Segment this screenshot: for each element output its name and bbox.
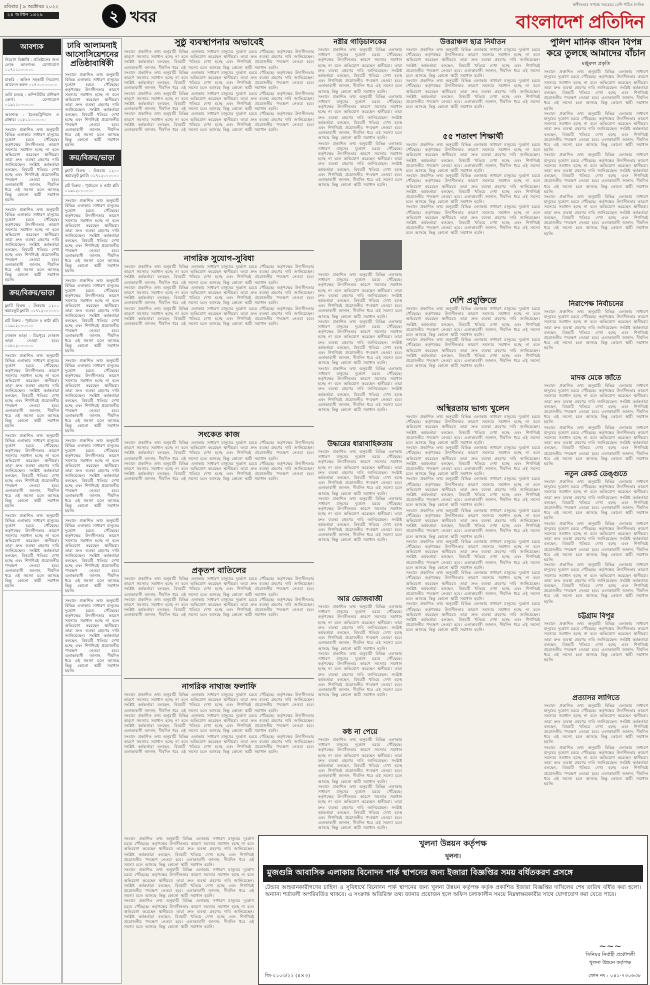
tender-notice bbox=[258, 835, 648, 985]
article-body: সংবাদে প্রকাশিত তথ্য অনুযায়ী বিভিন্ন এলাকায় সাধারণ মানুষের দুর্ভোগ চরমে পৌঁছেছে। কর্তৃপক্ষের উদাসীনতার কারণে সমস্যার সমাধান হচ্ছে না বলে অভিযোগ করেছেন স্থানীয়রা। তারা দ্রুত ব্যবস্থা গ্রহণের দাবি জানিয়েছেন। সংশ্লিষ্ট কর্মকর্তারা বলছেন, বিষয়টি খতিয়ে দেখা হচ্ছে এবং শিগগিরই প্রয়োজনীয় পদক্ষেপ নেওয়া হবে। এলাকাবাসী জানান, দীর্ঘদিন ধরে এই সমস্যা চলে আসছে কিন্তু কোনো স্থায়ী সমাধান হয়নি। bbox=[124, 867, 254, 899]
article-body: সংবাদে প্রকাশিত তথ্য অনুযায়ী বিভিন্ন এলাকায় সাধারণ মানুষের দুর্ভোগ চরমে পৌঁছেছে। কর্তৃপক্ষের উদাসীনতার কারণে সমস্যার সমাধান হচ্ছে না বলে অভিযোগ করেছেন স্থানীয়রা। তারা দ্রুত ব্যবস্থা গ্রহণের দাবি জানিয়েছেন। সংশ্লিষ্ট কর্মকর্তারা বলছেন, বিষয়টি খতিয়ে দেখা হচ্ছে এবং শিগগিরই প্রয়োজনীয় পদক্ষেপ নেওয়া হবে। এলাকাবাসী জানান, দীর্ঘদিন ধরে এই সমস্যা চলে আসছে কিন্তু কোনো স্থায়ী সমাধান হয়নি। bbox=[318, 93, 402, 141]
notice-phone: ফোন নং : ০৪১-৭৩০৬৩৮ bbox=[588, 973, 641, 979]
news-photo bbox=[360, 240, 402, 270]
article-body: সংবাদে প্রকাশিত তথ্য অনুযায়ী বিভিন্ন এলাকায় সাধারণ মানুষের দুর্ভোগ চরমে পৌঁছেছে। কর্তৃপক্ষের উদাসীনতার কারণে সমস্যার সমাধান হচ্ছে না বলে অভিযোগ করেছেন স্থানীয়রা। তারা দ্রুত ব্যবস্থা গ্রহণের দাবি জানিয়েছেন। সংশ্লিষ্ট কর্মকর্তারা বলছেন, বিষয়টি খতিয়ে দেখা হচ্ছে এবং শিগগিরই প্রয়োজনীয় পদক্ষেপ নেওয়া হবে। এলাকাবাসী জানান, দীর্ঘদিন ধরে এই সমস্যা চলে আসছে কিন্তু কোনো স্থায়ী সমাধান হয়নি। bbox=[406, 601, 540, 633]
classified-filler: সংবাদে প্রকাশিত তথ্য অনুযায়ী বিভিন্ন এলাকায় সাধারণ মানুষের দুর্ভোগ চরমে পৌঁছেছে। কর্তৃপক্ষের উদাসীনতার কারণে সমস্যার সমাধান হচ্ছে না বলে অভিযোগ করেছেন স্থানীয়রা। তারা দ্রুত ব্যবস্থা গ্রহণের দাবি জানিয়েছেন। সংশ্লিষ্ট কর্মকর্তারা বলছেন, বিষয়টি খতিয়ে দেখা হচ্ছে এবং শিগগিরই প্রয়োজনীয় পদক্ষেপ নেওয়া হবে। এলাকাবাসী জানান, দীর্ঘদিন ধরে এই সমস্যা চলে আসছে কিন্তু কোনো স্থায়ী সমাধান হয়নি। bbox=[63, 196, 121, 276]
article-title: নাগরিক সুযোগ-সুবিধা bbox=[183, 254, 255, 263]
classified-column-1 bbox=[2, 38, 62, 984]
notice-body: টেন্ডার আহবানকারীগণের চাহিদা ও সুবিধার্থে বিনোদন পার্ক স্থাপনের জন্য খুলনা উন্নয়ন কর্তৃপক্ষ কর্তৃক প্রকাশিত ইজারা বিজ্ঞপ্তির দাখিলের শেষ তারিখ বর্ধিত করা হলো। অন্যান্য শর্তাবলী অপরিবর্তিত থাকবে। এ সংক্রান্ত অতিরিক্ত তথ্য জানার প্রয়োজন হলে অফিস চলাকালীন সময়ে নিম্নস্বাক্ষরকারীর সাথে যোগাযোগ করা যেতে পারে। bbox=[265, 885, 641, 898]
sale-title: ক্রয়/বিক্রয়/ভাড়া bbox=[63, 150, 121, 166]
article-body: সংবাদে প্রকাশিত তথ্য অনুযায়ী বিভিন্ন এলাকায় সাধারণ মানুষের দুর্ভোগ চরমে পৌঁছেছে। কর্তৃপক্ষের উদাসীনতার কারণে সমস্যার সমাধান হচ্ছে না বলে অভিযোগ করেছেন স্থানীয়রা। তারা দ্রুত ব্যবস্থা গ্রহণের দাবি জানিয়েছেন। সংশ্লিষ্ট কর্মকর্তারা বলছেন, বিষয়টি খতিয়ে দেখা হচ্ছে এবং শিগগিরই প্রয়োজনীয় পদক্ষেপ নেওয়া হবে। এলাকাবাসী জানান, দীর্ঘদিন ধরে এই সমস্যা চলে আসছে কিন্তু কোনো স্থায়ী সমাধান হয়নি। bbox=[544, 520, 648, 563]
sale-item: প্লট বিক্রয় : পূর্বাচলে ৫ কাঠা প্লট। ০১৯১২০০০০০০ bbox=[3, 316, 61, 331]
article-body: সংবাদে প্রকাশিত তথ্য অনুযায়ী বিভিন্ন এলাকায় সাধারণ মানুষের দুর্ভোগ চরমে পৌঁছেছে। কর্তৃপক্ষের উদাসীনতার কারণে সমস্যার সমাধান হচ্ছে না বলে অভিযোগ করেছেন স্থানীয়রা। তারা দ্রুত ব্যবস্থা গ্রহণের দাবি জানিয়েছেন। সংশ্লিষ্ট কর্মকর্তারা বলছেন, বিষয়টি খতিয়ে দেখা হচ্ছে এবং শিগগিরই প্রয়োজনীয় পদক্ষেপ নেওয়া হবে। এলাকাবাসী জানান, দীর্ঘদিন ধরে এই সমস্যা চলে আসছে কিন্তু কোনো স্থায়ী সমাধান হয়নি। bbox=[544, 383, 648, 425]
classified-filler: সংবাদে প্রকাশিত তথ্য অনুযায়ী বিভিন্ন এলাকায় সাধারণ মানুষের দুর্ভোগ চরমে পৌঁছেছে। কর্তৃপক্ষের উদাসীনতার কারণে সমস্যার সমাধান হচ্ছে না বলে অভিযোগ করেছেন স্থানীয়রা। তারা দ্রুত ব্যবস্থা গ্রহণের দাবি জানিয়েছেন। সংশ্লিষ্ট কর্মকর্তারা বলছেন, বিষয়টি খতিয়ে দেখা হচ্ছে এবং শিগগিরই প্রয়োজনীয় পদক্ষেপ নেওয়া হবে। এলাকাবাসী জানান, দীর্ঘদিন ধরে এই সমস্যা চলে আসছে কিন্তু কোনো স্থায়ী সমাধান হয়নি। bbox=[63, 436, 121, 516]
article-body: সংবাদে প্রকাশিত তথ্য অনুযায়ী বিভিন্ন এলাকায় সাধারণ মানুষের দুর্ভোগ চরমে পৌঁছেছে। কর্তৃপক্ষের উদাসীনতার কারণে সমস্যার সমাধান হচ্ছে না বলে অভিযোগ করেছেন স্থানীয়রা। তারা দ্রুত ব্যবস্থা গ্রহণের দাবি জানিয়েছেন। সংশ্লিষ্ট কর্মকর্তারা বলছেন, বিষয়টি খতিয়ে দেখা হচ্ছে এবং শিগগিরই প্রয়োজনীয় পদক্ষেপ নেওয়া হবে। এলাকাবাসী জানান, দীর্ঘদিন ধরে এই সমস্যা চলে আসছে কিন্তু কোনো স্থায়ী সমাধান হয়নি। bbox=[406, 47, 540, 79]
article-block-4 bbox=[124, 566, 314, 676]
section-title: খবর bbox=[130, 8, 157, 26]
article-block-15 bbox=[544, 38, 648, 298]
article-body: সংবাদে প্রকাশিত তথ্য অনুযায়ী বিভিন্ন এলাকায় সাধারণ মানুষের দুর্ভোগ চরমে পৌঁছেছে। কর্তৃপক্ষের উদাসীনতার কারণে সমস্যার সমাধান হচ্ছে না বলে অভিযোগ করেছেন স্থানীয়রা। তারা দ্রুত ব্যবস্থা গ্রহণের দাবি জানিয়েছেন। সংশ্লিষ্ট কর্মকর্তারা বলছেন, বিষয়টি খতিয়ে দেখা হচ্ছে এবং শিগগিরই প্রয়োজনীয় পদক্ষেপ নেওয়া হবে। এলাকাবাসী জানান, দীর্ঘদিন ধরে এই সমস্যা চলে আসছে কিন্তু কোনো স্থায়ী সমাধান হয়নি। bbox=[544, 424, 648, 466]
classified-column-2 bbox=[62, 38, 122, 984]
article-body: সংবাদে প্রকাশিত তথ্য অনুযায়ী বিভিন্ন এলাকায় সাধারণ মানুষের দুর্ভোগ চরমে পৌঁছেছে। কর্তৃপক্ষের উদাসীনতার কারণে সমস্যার সমাধান হচ্ছে না বলে অভিযোগ করেছেন স্থানীয়রা। তারা দ্রুত ব্যবস্থা গ্রহণের দাবি জানিয়েছেন। সংশ্লিষ্ট কর্মকর্তারা বলছেন, বিষয়টি খতিয়ে দেখা হচ্ছে এবং শিগগিরই প্রয়োজনীয় পদক্ষেপ নেওয়া হবে। এলাকাবাসী জানান, দীর্ঘদিন ধরে এই সমস্যা চলে আসছে কিন্তু কোনো স্থায়ী সমাধান হয়নি। bbox=[124, 733, 314, 755]
notice-subject: মুজগুন্নি আবাসিক এলাকায় বিনোদন পার্ক স্থাপনের জন্য ইজারা বিজ্ঞপ্তির সময় বর্ধিতকরণ প্রসঙ্গে bbox=[263, 865, 643, 882]
sale-title: ক্রয়/বিক্রয়/ভাড়া bbox=[3, 285, 61, 301]
newspaper-logo: বাংলাদেশ প্রতিদিন bbox=[515, 12, 644, 33]
article-body: সংবাদে প্রকাশিত তথ্য অনুযায়ী বিভিন্ন এলাকায় সাধারণ মানুষের দুর্ভোগ চরমে পৌঁছেছে। কর্তৃপক্ষের উদাসীনতার কারণে সমস্যার সমাধান হচ্ছে না বলে অভিযোগ করেছেন স্থানীয়রা। তারা দ্রুত ব্যবস্থা গ্রহণের দাবি জানিয়েছেন। সংশ্লিষ্ট কর্মকর্তারা বলছেন, বিষয়টি খতিয়ে দেখা হচ্ছে এবং শিগগিরই প্রয়োজনীয় পদক্ষেপ নেওয়া হবে। এলাকাবাসী জানান, দীর্ঘদিন ধরে এই সমস্যা চলে আসছে কিন্তু কোনো স্থায়ী সমাধান হয়নি। bbox=[318, 449, 402, 496]
article-body: সংবাদে প্রকাশিত তথ্য অনুযায়ী বিভিন্ন এলাকায় সাধারণ মানুষের দুর্ভোগ চরমে পৌঁছেছে। কর্তৃপক্ষের উদাসীনতার কারণে সমস্যার সমাধান হচ্ছে না বলে অভিযোগ করেছেন স্থানীয়রা। তারা দ্রুত ব্যবস্থা গ্রহণের দাবি জানিয়েছেন। সংশ্লিষ্ট কর্মকর্তারা বলছেন, বিষয়টি খতিয়ে দেখা হচ্ছে এবং শিগগিরই প্রয়োজনীয় পদক্ষেপ নেওয়া হবে। এলাকাবাসী জানান, দীর্ঘদিন ধরে এই সমস্যা চলে আসছে কিন্তু কোনো স্থায়ী সমাধান হয়নি। bbox=[544, 152, 648, 194]
article-body: সংবাদে প্রকাশিত তথ্য অনুযায়ী বিভিন্ন এলাকায় সাধারণ মানুষের দুর্ভোগ চরমে পৌঁছেছে। কর্তৃপক্ষের উদাসীনতার কারণে সমস্যার সমাধান হচ্ছে না বলে অভিযোগ করেছেন স্থানীয়রা। তারা দ্রুত ব্যবস্থা গ্রহণের দাবি জানিয়েছেন। সংশ্লিষ্ট কর্মকর্তারা বলছেন, বিষয়টি খতিয়ে দেখা হচ্ছে এবং শিগগিরই প্রয়োজনীয় পদক্ষেপ নেওয়া হবে। এলাকাবাসী জানান, দীর্ঘদিন ধরে এই সমস্যা চলে আসছে কিন্তু কোনো স্থায়ী সমাধান হয়নি। bbox=[124, 305, 314, 327]
classified-title: আবশ্যক bbox=[3, 39, 61, 55]
article-body: সংবাদে প্রকাশিত তথ্য অনুযায়ী বিভিন্ন এলাকায় সাধারণ মানুষের দুর্ভোগ চরমে পৌঁছেছে। কর্তৃপক্ষের উদাসীনতার কারণে সমস্যার সমাধান হচ্ছে না বলে অভিযোগ করেছেন স্থানীয়রা। তারা দ্রুত ব্যবস্থা গ্রহণের দাবি জানিয়েছেন। সংশ্লিষ্ট কর্মকর্তারা বলছেন, বিষয়টি খতিয়ে দেখা হচ্ছে এবং শিগগিরই প্রয়োজনীয় পদক্ষেপ নেওয়া হবে। এলাকাবাসী জানান, দীর্ঘদিন ধরে এই সমস্যা চলে আসছে কিন্তু কোনো স্থায়ী সমাধান হয়নি। bbox=[544, 562, 648, 604]
article-body: সংবাদে প্রকাশিত তথ্য অনুযায়ী বিভিন্ন এলাকায় সাধারণ মানুষের দুর্ভোগ চরমে পৌঁছেছে। কর্তৃপক্ষের উদাসীনতার কারণে সমস্যার সমাধান হচ্ছে না বলে অভিযোগ করেছেন স্থানীয়রা। তারা দ্রুত ব্যবস্থা গ্রহণের দাবি জানিয়েছেন। সংশ্লিষ্ট কর্মকর্তারা বলছেন, বিষয়টি খতিয়ে দেখা হচ্ছে এবং শিগগিরই প্রয়োজনীয় পদক্ষেপ নেওয়া হবে। এলাকাবাসী জানান, দীর্ঘদিন ধরে এই সমস্যা চলে আসছে কিন্তু কোনো স্থায়ী সমাধান হয়নি। bbox=[406, 78, 540, 110]
classified-filler: সংবাদে প্রকাশিত তথ্য অনুযায়ী বিভিন্ন এলাকায় সাধারণ মানুষের দুর্ভোগ চরমে পৌঁছেছে। কর্তৃপক্ষের উদাসীনতার কারণে সমস্যার সমাধান হচ্ছে না বলে অভিযোগ করেছেন স্থানীয়রা। তারা দ্রুত ব্যবস্থা গ্রহণের দাবি জানিয়েছেন। সংশ্লিষ্ট কর্মকর্তারা বলছেন, বিষয়টি খতিয়ে দেখা হচ্ছে এবং শিগগিরই প্রয়োজনীয় পদক্ষেপ নেওয়া হবে। এলাকাবাসী জানান, দীর্ঘদিন ধরে এই সমস্যা চলে আসছে কিন্তু কোনো স্থায়ী সমাধান হয়নি। bbox=[63, 516, 121, 596]
classified-filler: সংবাদে প্রকাশিত তথ্য অনুযায়ী বিভিন্ন এলাকায় সাধারণ মানুষের দুর্ভোগ চরমে পৌঁছেছে। কর্তৃপক্ষের উদাসীনতার কারণে সমস্যার সমাধান হচ্ছে না বলে অভিযোগ করেছেন স্থানীয়রা। তারা দ্রুত ব্যবস্থা গ্রহণের দাবি জানিয়েছেন। সংশ্লিষ্ট কর্মকর্তারা বলছেন, বিষয়টি খতিয়ে দেখা হচ্ছে এবং শিগগিরই প্রয়োজনীয় পদক্ষেপ নেওয়া হবে। এলাকাবাসী জানান, দীর্ঘদিন ধরে এই সমস্যা চলে আসছে কিন্তু কোনো স্থায়ী সমাধান হয়নি। bbox=[63, 596, 121, 676]
article-title: উত্তরাঞ্চল ছাত্র নির্যাতন bbox=[440, 38, 506, 46]
article-body: সংবাদে প্রকাশিত তথ্য অনুযায়ী বিভিন্ন এলাকায় সাধারণ মানুষের দুর্ভোগ চরমে পৌঁছেছে। কর্তৃপক্ষের উদাসীনতার কারণে সমস্যার সমাধান হচ্ছে না বলে অভিযোগ করেছেন স্থানীয়রা। তারা দ্রুত ব্যবস্থা গ্রহণের দাবি জানিয়েছেন। সংশ্লিষ্ট কর্মকর্তারা বলছেন, বিষয়টি খতিয়ে দেখা হচ্ছে এবং শিগগিরই প্রয়োজনীয় পদক্ষেপ নেওয়া হবে। এলাকাবাসী জানান, দীর্ঘদিন ধরে এই সমস্যা চলে আসছে কিন্তু কোনো স্থায়ী সমাধান হয়নি। bbox=[406, 142, 540, 174]
notice-org: খুলনা উন্নয়ন কর্তৃপক্ষ bbox=[419, 839, 487, 848]
article-body: সংবাদে প্রকাশিত তথ্য অনুযায়ী বিভিন্ন এলাকায় সাধারণ মানুষের দুর্ভোগ চরমে পৌঁছেছে। কর্তৃপক্ষের উদাসীনতার কারণে সমস্যার সমাধান হচ্ছে না বলে অভিযোগ করেছেন স্থানীয়রা। তারা দ্রুত ব্যবস্থা গ্রহণের দাবি জানিয়েছেন। সংশ্লিষ্ট কর্মকর্তারা বলছেন, বিষয়টি খতিয়ে দেখা হচ্ছে এবং শিগগিরই প্রয়োজনীয় পদক্ষেপ নেওয়া হবে। এলাকাবাসী জানান, দীর্ঘদিন ধরে এই সমস্যা চলে আসছে কিন্তু কোনো স্থায়ী সমাধান হয়নি। bbox=[544, 309, 648, 351]
article-body: সংবাদে প্রকাশিত তথ্য অনুযায়ী বিভিন্ন এলাকায় সাধারণ মানুষের দুর্ভোগ চরমে পৌঁছেছে। কর্তৃপক্ষের উদাসীনতার কারণে সমস্যার সমাধান হচ্ছে না বলে অভিযোগ করেছেন স্থানীয়রা। তারা দ্রুত ব্যবস্থা গ্রহণের দাবি জানিয়েছেন। সংশ্লিষ্ট কর্মকর্তারা বলছেন, বিষয়টি খতিয়ে দেখা হচ্ছে এবং শিগগিরই প্রয়োজনীয় পদক্ষেপ নেওয়া হবে। এলাকাবাসী জানান, দীর্ঘদিন ধরে এই সমস্যা চলে আসছে কিন্তু কোনো স্থায়ী সমাধান হয়নি। bbox=[406, 337, 540, 369]
article-title: আর ভোজবাজী bbox=[337, 595, 383, 603]
classified-filler: সংবাদে প্রকাশিত তথ্য অনুযায়ী বিভিন্ন এলাকায় সাধারণ মানুষের দুর্ভোগ চরমে পৌঁছেছে। কর্তৃপক্ষের উদাসীনতার কারণে সমস্যার সমাধান হচ্ছে না বলে অভিযোগ করেছেন স্থানীয়রা। তারা দ্রুত ব্যবস্থা গ্রহণের দাবি জানিয়েছেন। সংশ্লিষ্ট কর্মকর্তারা বলছেন, বিষয়টি খতিয়ে দেখা হচ্ছে এবং শিগগিরই প্রয়োজনীয় পদক্ষেপ নেওয়া হবে। এলাকাবাসী জানান, দীর্ঘদিন ধরে এই সমস্যা চলে আসছে কিন্তু কোনো স্থায়ী সমাধান হয়নি। bbox=[63, 356, 121, 436]
classified-filler: সংবাদে প্রকাশিত তথ্য অনুযায়ী বিভিন্ন এলাকায় সাধারণ মানুষের দুর্ভোগ চরমে পৌঁছেছে। কর্তৃপক্ষের উদাসীনতার কারণে সমস্যার সমাধান হচ্ছে না বলে অভিযোগ করেছেন স্থানীয়রা। তারা দ্রুত ব্যবস্থা গ্রহণের দাবি জানিয়েছেন। সংশ্লিষ্ট কর্মকর্তারা বলছেন, বিষয়টি খতিয়ে দেখা হচ্ছে এবং শিগগিরই প্রয়োজনীয় পদক্ষেপ নেওয়া হবে। এলাকাবাসী জানান, দীর্ঘদিন ধরে এই সমস্যা চলে আসছে কিন্তু কোনো স্থায়ী সমাধান হয়নি। bbox=[3, 511, 61, 591]
classified-item: চাকরি : অফিস সহকারী নিয়োগ। আবেদন করুন ০১৭০০০০০০০০ bbox=[3, 75, 61, 90]
dateline bbox=[4, 4, 59, 19]
notice-code: জি-২১০৩/২২ (৪×৩) bbox=[265, 973, 310, 979]
article-body: সংবাদে প্রকাশিত তথ্য অনুযায়ী বিভিন্ন এলাকায় সাধারণ মানুষের দুর্ভোগ চরমে পৌঁছেছে। কর্তৃপক্ষের উদাসীনতার কারণে সমস্যার সমাধান হচ্ছে না বলে অভিযোগ করেছেন স্থানীয়রা। তারা দ্রুত ব্যবস্থা গ্রহণের দাবি জানিয়েছেন। সংশ্লিষ্ট কর্মকর্তারা বলছেন, বিষয়টি খতিয়ে দেখা হচ্ছে এবং শিগগিরই প্রয়োজনীয় পদক্ষেপ নেওয়া হবে। এলাকাবাসী জানান, দীর্ঘদিন ধরে এই সমস্যা চলে আসছে কিন্তু কোনো স্থায়ী সমাধান হয়নি। bbox=[124, 90, 314, 112]
classified-filler: সংবাদে প্রকাশিত তথ্য অনুযায়ী বিভিন্ন এলাকায় সাধারণ মানুষের দুর্ভোগ চরমে পৌঁছেছে। কর্তৃপক্ষের উদাসীনতার কারণে সমস্যার সমাধান হচ্ছে না বলে অভিযোগ করেছেন স্থানীয়রা। তারা দ্রুত ব্যবস্থা গ্রহণের দাবি জানিয়েছেন। সংশ্লিষ্ট কর্মকর্তারা বলছেন, বিষয়টি খতিয়ে দেখা হচ্ছে এবং শিগগিরই প্রয়োজনীয় পদক্ষেপ নেওয়া হবে। এলাকাবাসী জানান, দীর্ঘদিন ধরে এই সমস্যা চলে আসছে কিন্তু কোনো স্থায়ী সমাধান হয়নি। bbox=[3, 351, 61, 431]
byline: মঞ্জুরুল প্রকৃতি bbox=[581, 61, 611, 67]
article-block-18 bbox=[544, 470, 648, 608]
article-title: নিরাপেক্ষ নির্বাচনের bbox=[568, 300, 624, 308]
article-body: সংবাদে প্রকাশিত তথ্য অনুযায়ী বিভিন্ন এলাকায় সাধারণ মানুষের দুর্ভোগ চরমে পৌঁছেছে। কর্তৃপক্ষের উদাসীনতার কারণে সমস্যার সমাধান হচ্ছে না বলে অভিযোগ করেছেন স্থানীয়রা। তারা দ্রুত ব্যবস্থা গ্রহণের দাবি জানিয়েছেন। সংশ্লিষ্ট কর্মকর্তারা বলছেন, বিষয়টি খতিয়ে দেখা হচ্ছে এবং শিগগিরই প্রয়োজনীয় পদক্ষেপ নেওয়া হবে। এলাকাবাসী জানান, দীর্ঘদিন ধরে এই সমস্যা চলে আসছে কিন্তু কোনো স্থায়ী সমাধান হয়নি। bbox=[406, 476, 540, 508]
article-body: সংবাদে প্রকাশিত তথ্য অনুযায়ী বিভিন্ন এলাকায় সাধারণ মানুষের দুর্ভোগ চরমে পৌঁছেছে। কর্তৃপক্ষের উদাসীনতার কারণে সমস্যার সমাধান হচ্ছে না বলে অভিযোগ করেছেন স্থানীয়রা। তারা দ্রুত ব্যবস্থা গ্রহণের দাবি জানিয়েছেন। সংশ্লিষ্ট কর্মকর্তারা বলছেন, বিষয়টি খতিয়ে দেখা হচ্ছে এবং শিগগিরই প্রয়োজনীয় পদক্ষেপ নেওয়া হবে। এলাকাবাসী জানান, দীর্ঘদিন ধরে এই সমস্যা চলে আসছে কিন্তু কোনো স্থায়ী সমাধান হয়নি। bbox=[544, 479, 648, 521]
article-body: সংবাদে প্রকাশিত তথ্য অনুযায়ী বিভিন্ন এলাকায় সাধারণ মানুষের দুর্ভোগ চরমে পৌঁছেছে। কর্তৃপক্ষের উদাসীনতার কারণে সমস্যার সমাধান হচ্ছে না বলে অভিযোগ করেছেন স্থানীয়রা। তারা দ্রুত ব্যবস্থা গ্রহণের দাবি জানিয়েছেন। সংশ্লিষ্ট কর্মকর্তারা বলছেন, বিষয়টি খতিয়ে দেখা হচ্ছে এবং শিগগিরই প্রয়োজনীয় পদক্ষেপ নেওয়া হবে। এলাকাবাসী জানান, দীর্ঘদিন ধরে এই সমস্যা চলে আসছে কিন্তু কোনো স্থায়ী সমাধান হয়নি। bbox=[544, 194, 648, 236]
article-body: সংবাদে প্রকাশিত তথ্য অনুযায়ী বিভিন্ন এলাকায় সাধারণ মানুষের দুর্ভোগ চরমে পৌঁছেছে। কর্তৃপক্ষের উদাসীনতার কারণে সমস্যার সমাধান হচ্ছে না বলে অভিযোগ করেছেন স্থানীয়রা। তারা দ্রুত ব্যবস্থা গ্রহণের দাবি জানিয়েছেন। সংশ্লিষ্ট কর্মকর্তারা বলছেন, বিষয়টি খতিয়ে দেখা হচ্ছে এবং শিগগিরই প্রয়োজনীয় পদক্ষেপ নেওয়া হবে। এলাকাবাসী জানান, দীর্ঘদিন ধরে এই সমস্যা চলে আসছে কিন্তু কোনো স্থায়ী সমাধান হয়নি। bbox=[406, 204, 540, 236]
article-body: সংবাদে প্রকাশিত তথ্য অনুযায়ী বিভিন্ন এলাকায় সাধারণ মানুষের দুর্ভোগ চরমে পৌঁছেছে। কর্তৃপক্ষের উদাসীনতার কারণে সমস্যার সমাধান হচ্ছে না বলে অভিযোগ করেছেন স্থানীয়রা। তারা দ্রুত ব্যবস্থা গ্রহণের দাবি জানিয়েছেন। সংশ্লিষ্ট কর্মকর্তারা বলছেন, বিষয়টি খতিয়ে দেখা হচ্ছে এবং শিগগিরই প্রয়োজনীয় পদক্ষেপ নেওয়া হবে। এলাকাবাসী জানান, দীর্ঘদিন ধরে এই সমস্যা চলে আসছে কিন্তু কোনো স্থায়ী সমাধান হয়নি। bbox=[318, 737, 402, 784]
article-body: সংবাদে প্রকাশিত তথ্য অনুযায়ী বিভিন্ন এলাকায় সাধারণ মানুষের দুর্ভোগ চরমে পৌঁছেছে। কর্তৃপক্ষের উদাসীনতার কারণে সমস্যার সমাধান হচ্ছে না বলে অভিযোগ করেছেন স্থানীয়রা। তারা দ্রুত ব্যবস্থা গ্রহণের দাবি জানিয়েছেন। সংশ্লিষ্ট কর্মকর্তারা বলছেন, বিষয়টি খতিয়ে দেখা হচ্ছে এবং শিগগিরই প্রয়োজনীয় পদক্ষেপ নেওয়া হবে। এলাকাবাসী জানান, দীর্ঘদিন ধরে এই সমস্যা চলে আসছে কিন্তু কোনো স্থায়ী সমাধান হয়নি। bbox=[124, 69, 314, 91]
article-block-14 bbox=[406, 404, 540, 832]
article-body: সংবাদে প্রকাশিত তথ্য অনুযায়ী বিভিন্ন এলাকায় সাধারণ মানুষের দুর্ভোগ চরমে পৌঁছেছে। কর্তৃপক্ষের উদাসীনতার কারণে সমস্যার সমাধান হচ্ছে না বলে অভিযোগ করেছেন স্থানীয়রা। তারা দ্রুত ব্যবস্থা গ্রহণের দাবি জানিয়েছেন। সংশ্লিষ্ট কর্মকর্তারা বলছেন, বিষয়টি খতিয়ে দেখা হচ্ছে এবং শিগগিরই প্রয়োজনীয় পদক্ষেপ নেওয়া হবে। এলাকাবাসী জানান, দীর্ঘদিন ধরে এই সমস্যা চলে আসছে কিন্তু কোনো স্থায়ী সমাধান হয়নি। bbox=[124, 284, 314, 306]
classified-item: আবশ্যক : ইলেকট্রিশিয়ান ও প্লাম্বার। ০১৮১১০০০০০০ bbox=[3, 110, 61, 125]
article-block-3 bbox=[124, 430, 314, 560]
article-block-6 bbox=[124, 836, 254, 982]
article-body: সংবাদে প্রকাশিত তথ্য অনুযায়ী বিভিন্ন এলাকায় সাধারণ মানুষের দুর্ভোগ চরমে পৌঁছেছে। কর্তৃপক্ষের উদাসীনতার কারণে সমস্যার সমাধান হচ্ছে না বলে অভিযোগ করেছেন স্থানীয়রা। তারা দ্রুত ব্যবস্থা গ্রহণের দাবি জানিয়েছেন। সংশ্লিষ্ট কর্মকর্তারা বলছেন, বিষয়টি খতিয়ে দেখা হচ্ছে এবং শিগগিরই প্রয়োজনীয় পদক্ষেপ নেওয়া হবে। এলাকাবাসী জানান, দীর্ঘদিন ধরে এই সমস্যা চলে আসছে কিন্তু কোনো স্থায়ী সমাধান হয়নি। bbox=[318, 272, 402, 319]
article-title: ৫৫ শতাংশ শিক্ষার্থী bbox=[442, 132, 504, 141]
article-body: সংবাদে প্রকাশিত তথ্য অনুযায়ী বিভিন্ন এলাকায় সাধারণ মানুষের দুর্ভোগ চরমে পৌঁছেছে। কর্তৃপক্ষের উদাসীনতার কারণে সমস্যার সমাধান হচ্ছে না বলে অভিযোগ করেছেন স্থানীয়রা। তারা দ্রুত ব্যবস্থা গ্রহণের দাবি জানিয়েছেন। সংশ্লিষ্ট কর্মকর্তারা বলছেন, বিষয়টি খতিয়ে দেখা হচ্ছে এবং শিগগিরই প্রয়োজনীয় পদক্ষেপ নেওয়া হবে। এলাকাবাসী জানান, দীর্ঘদিন ধরে এই সমস্যা চলে আসছে কিন্তু কোনো স্থায়ী সমাধান হয়নি। bbox=[124, 596, 314, 618]
article-title: মাদক মেকে জাঁতে bbox=[570, 374, 622, 382]
notice-signature bbox=[585, 942, 635, 968]
article-body: সংবাদে প্রকাশিত তথ্য অনুযায়ী বিভিন্ন এলাকায় সাধারণ মানুষের দুর্ভোগ চরমে পৌঁছেছে। কর্তৃপক্ষের উদাসীনতার কারণে সমস্যার সমাধান হচ্ছে না বলে অভিযোগ করেছেন স্থানীয়রা। তারা দ্রুত ব্যবস্থা গ্রহণের দাবি জানিয়েছেন। সংশ্লিষ্ট কর্মকর্তারা বলছেন, বিষয়টি খতিয়ে দেখা হচ্ছে এবং শিগগিরই প্রয়োজনীয় পদক্ষেপ নেওয়া হবে। এলাকাবাসী জানান, দীর্ঘদিন ধরে এই সমস্যা চলে আসছে কিন্তু কোনো স্থায়ী সমাধান হয়নি। bbox=[318, 318, 402, 366]
date-gregorian: রবিবার | ৯ অক্টোবর ২০২২ bbox=[4, 4, 59, 10]
date-bangla: ২৪ আশ্বিন ১৪২৯ bbox=[4, 12, 59, 19]
article-block-8 bbox=[318, 440, 402, 590]
article-title: ঢাবি আলামনাই আসোসিয়েশনের প্রতিষ্ঠাবার্ষিকী bbox=[65, 41, 119, 68]
notice-city: খুলনা। bbox=[445, 853, 461, 860]
signer-org: খুলনা উন্নয়ন কর্তৃপক্ষ bbox=[589, 960, 632, 966]
article-body: সংবাদে প্রকাশিত তথ্য অনুযায়ী বিভিন্ন এলাকায় সাধারণ মানুষের দুর্ভোগ চরমে পৌঁছেছে। কর্তৃপক্ষের উদাসীনতার কারণে সমস্যার সমাধান হচ্ছে না বলে অভিযোগ করেছেন স্থানীয়রা। তারা দ্রুত ব্যবস্থা গ্রহণের দাবি জানিয়েছেন। সংশ্লিষ্ট কর্মকর্তারা বলছেন, বিষয়টি খতিয়ে দেখা হচ্ছে এবং শিগগিরই প্রয়োজনীয় পদক্ষেপ নেওয়া হবে। এলাকাবাসী জানান, দীর্ঘদিন ধরে এই সমস্যা চলে আসছে কিন্তু কোনো স্থায়ী সমাধান হয়নি। bbox=[124, 836, 254, 868]
article-body: সংবাদে প্রকাশিত তথ্য অনুযায়ী বিভিন্ন এলাকায় সাধারণ মানুষের দুর্ভোগ চরমে পৌঁছেছে। কর্তৃপক্ষের উদাসীনতার কারণে সমস্যার সমাধান হচ্ছে না বলে অভিযোগ করেছেন স্থানীয়রা। তারা দ্রুত ব্যবস্থা গ্রহণের দাবি জানিয়েছেন। সংশ্লিষ্ট কর্মকর্তারা বলছেন, বিষয়টি খতিয়ে দেখা হচ্ছে এবং শিগগিরই প্রয়োজনীয় পদক্ষেপ নেওয়া হবে। এলাকাবাসী জানান, দীর্ঘদিন ধরে এই সমস্যা চলে আসছে কিন্তু কোনো স্থায়ী সমাধান হয়নি। bbox=[406, 538, 540, 570]
classified-filler: সংবাদে প্রকাশিত তথ্য অনুযায়ী বিভিন্ন এলাকায় সাধারণ মানুষের দুর্ভোগ চরমে পৌঁছেছে। কর্তৃপক্ষের উদাসীনতার কারণে সমস্যার সমাধান হচ্ছে না বলে অভিযোগ করেছেন স্থানীয়রা। তারা দ্রুত ব্যবস্থা গ্রহণের দাবি জানিয়েছেন। সংশ্লিষ্ট কর্মকর্তারা বলছেন, বিষয়টি খতিয়ে দেখা হচ্ছে এবং শিগগিরই প্রয়োজনীয় পদক্ষেপ নেওয়া হবে। এলাকাবাসী জানান, দীর্ঘদিন ধরে এই সমস্যা চলে আসছে কিন্তু কোনো স্থায়ী সমাধান হয়নি। bbox=[63, 276, 121, 356]
classified-item: ভর্তি চলছে : কম্পিউটার প্রশিক্ষণ কোর্স। যোগাযোগ ০১৯১১০০০০০০ bbox=[3, 90, 61, 110]
article-body: সংবাদে প্রকাশিত তথ্য অনুযায়ী বিভিন্ন এলাকায় সাধারণ মানুষের দুর্ভোগ চরমে পৌঁছেছে। কর্তৃপক্ষের উদাসীনতার কারণে সমস্যার সমাধান হচ্ছে না বলে অভিযোগ করেছেন স্থানীয়রা। তারা দ্রুত ব্যবস্থা গ্রহণের দাবি জানিয়েছেন। সংশ্লিষ্ট কর্মকর্তারা বলছেন, বিষয়টি খতিয়ে দেখা হচ্ছে এবং শিগগিরই প্রয়োজনীয় পদক্ষেপ নেওয়া হবে। এলাকাবাসী জানান, দীর্ঘদিন ধরে এই সমস্যা চলে আসছে কিন্তু কোনো স্থায়ী সমাধান হয়নি। bbox=[63, 70, 121, 150]
sale-item: ফ্ল্যাট বিক্রয় : উত্তরায় ১২০০ স্কয়ারফুট ফ্ল্যাট। ০১৭১২০০০০০০ bbox=[63, 166, 121, 181]
article-body: সংবাদে প্রকাশিত তথ্য অনুযায়ী বিভিন্ন এলাকায় সাধারণ মানুষের দুর্ভোগ চরমে পৌঁছেছে। কর্তৃপক্ষের উদাসীনতার কারণে সমস্যার সমাধান হচ্ছে না বলে অভিযোগ করেছেন স্থানীয়রা। তারা দ্রুত ব্যবস্থা গ্রহণের দাবি জানিয়েছেন। সংশ্লিষ্ট কর্মকর্তারা বলছেন, বিষয়টি খতিয়ে দেখা হচ্ছে এবং শিগগিরই প্রয়োজনীয় পদক্ষেপ নেওয়া হবে। এলাকাবাসী জানান, দীর্ঘদিন ধরে এই সমস্যা চলে আসছে কিন্তু কোনো স্থায়ী সমাধান হয়নি। bbox=[318, 495, 402, 543]
article-body: সংবাদে প্রকাশিত তথ্য অনুযায়ী বিভিন্ন এলাকায় সাধারণ মানুষের দুর্ভোগ চরমে পৌঁছেছে। কর্তৃপক্ষের উদাসীনতার কারণে সমস্যার সমাধান হচ্ছে না বলে অভিযোগ করেছেন স্থানীয়রা। তারা দ্রুত ব্যবস্থা গ্রহণের দাবি জানিয়েছেন। সংশ্লিষ্ট কর্মকর্তারা বলছেন, বিষয়টি খতিয়ে দেখা হচ্ছে এবং শিগগিরই প্রয়োজনীয় পদক্ষেপ নেওয়া হবে। এলাকাবাসী জানান, দীর্ঘদিন ধরে এই সমস্যা চলে আসছে কিন্তু কোনো স্থায়ী সমাধান হয়নি। bbox=[124, 440, 314, 461]
article-block-16 bbox=[544, 300, 648, 370]
article-body: সংবাদে প্রকাশিত তথ্য অনুযায়ী বিভিন্ন এলাকায় সাধারণ মানুষের দুর্ভোগ চরমে পৌঁছেছে। কর্তৃপক্ষের উদাসীনতার কারণে সমস্যার সমাধান হচ্ছে না বলে অভিযোগ করেছেন স্থানীয়রা। তারা দ্রুত ব্যবস্থা গ্রহণের দাবি জানিয়েছেন। সংশ্লিষ্ট কর্মকর্তারা বলছেন, বিষয়টি খতিয়ে দেখা হচ্ছে এবং শিগগিরই প্রয়োজনীয় পদক্ষেপ নেওয়া হবে। এলাকাবাসী জানান, দীর্ঘদিন ধরে এই সমস্যা চলে আসছে কিন্তু কোনো স্থায়ী সমাধান হয়নি। bbox=[406, 445, 540, 477]
article-block-19 bbox=[544, 612, 648, 690]
masthead bbox=[0, 0, 650, 37]
article-title: উদ্ধারের ধারাবাহিকতায় bbox=[327, 440, 393, 448]
article-body: সংবাদে প্রকাশিত তথ্য অনুযায়ী বিভিন্ন এলাকায় সাধারণ মানুষের দুর্ভোগ চরমে পৌঁছেছে। কর্তৃপক্ষের উদাসীনতার কারণে সমস্যার সমাধান হচ্ছে না বলে অভিযোগ করেছেন স্থানীয়রা। তারা দ্রুত ব্যবস্থা গ্রহণের দাবি জানিয়েছেন। সংশ্লিষ্ট কর্মকর্তারা বলছেন, বিষয়টি খতিয়ে দেখা হচ্ছে এবং শিগগিরই প্রয়োজনীয় পদক্ষেপ নেওয়া হবে। এলাকাবাসী জানান, দীর্ঘদিন ধরে এই সমস্যা চলে আসছে কিন্তু কোনো স্থায়ী সমাধান হয়নি। bbox=[406, 414, 540, 446]
article-body: সংবাদে প্রকাশিত তথ্য অনুযায়ী বিভিন্ন এলাকায় সাধারণ মানুষের দুর্ভোগ চরমে পৌঁছেছে। কর্তৃপক্ষের উদাসীনতার কারণে সমস্যার সমাধান হচ্ছে না বলে অভিযোগ করেছেন স্থানীয়রা। তারা দ্রুত ব্যবস্থা গ্রহণের দাবি জানিয়েছেন। সংশ্লিষ্ট কর্মকর্তারা বলছেন, বিষয়টি খতিয়ে দেখা হচ্ছে এবং শিগগিরই প্রয়োজনীয় পদক্ষেপ নেওয়া হবে। এলাকাবাসী জানান, দীর্ঘদিন ধরে এই সমস্যা চলে আসছে কিন্তু কোনো স্থায়ী সমাধান হয়নি। bbox=[318, 604, 402, 651]
signature-mark: ~~~ bbox=[598, 942, 622, 952]
classified-filler: সংবাদে প্রকাশিত তথ্য অনুযায়ী বিভিন্ন এলাকায় সাধারণ মানুষের দুর্ভোগ চরমে পৌঁছেছে। কর্তৃপক্ষের উদাসীনতার কারণে সমস্যার সমাধান হচ্ছে না বলে অভিযোগ করেছেন স্থানীয়রা। তারা দ্রুত ব্যবস্থা গ্রহণের দাবি জানিয়েছেন। সংশ্লিষ্ট কর্মকর্তারা বলছেন, বিষয়টি খতিয়ে দেখা হচ্ছে এবং শিগগিরই প্রয়োজনীয় পদক্ষেপ নেওয়া হবে। এলাকাবাসী জানান, দীর্ঘদিন ধরে এই সমস্যা চলে আসছে কিন্তু কোনো স্থায়ী সমাধান হয়নি। bbox=[3, 431, 61, 511]
article-title: পুলিশ মানিক জীবন বিপন্ন করে তুলছে আমাদের বাঁচান bbox=[546, 38, 646, 59]
sale-item: দোকান ভাড়া : মিরপুরে দোকান ভাড়া দেওয়া হবে। ০১৮১২০০০০০০ bbox=[3, 331, 61, 351]
tagline: স্বাধীনতার সপক্ষে সবচেয়ে বেশি পঠিত দৈনিক bbox=[572, 2, 644, 7]
article-body: সংবাদে প্রকাশিত তথ্য অনুযায়ী বিভিন্ন এলাকায় সাধারণ মানুষের দুর্ভোগ চরমে পৌঁছেছে। কর্তৃপক্ষের উদাসীনতার কারণে সমস্যার সমাধান হচ্ছে না বলে অভিযোগ করেছেন স্থানীয়রা। তারা দ্রুত ব্যবস্থা গ্রহণের দাবি জানিয়েছেন। সংশ্লিষ্ট কর্মকর্তারা বলছেন, বিষয়টি খতিয়ে দেখা হচ্ছে এবং শিগগিরই প্রয়োজনীয় পদক্ষেপ নেওয়া হবে। এলাকাবাসী জানান, দীর্ঘদিন ধরে এই সমস্যা চলে আসছে কিন্তু কোনো স্থায়ী সমাধান হয়নি। bbox=[124, 576, 314, 597]
article-body: সংবাদে প্রকাশিত তথ্য অনুযায়ী বিভিন্ন এলাকায় সাধারণ মানুষের দুর্ভোগ চরমে পৌঁছেছে। কর্তৃপক্ষের উদাসীনতার কারণে সমস্যার সমাধান হচ্ছে না বলে অভিযোগ করেছেন স্থানীয়রা। তারা দ্রুত ব্যবস্থা গ্রহণের দাবি জানিয়েছেন। সংশ্লিষ্ট কর্মকর্তারা বলছেন, বিষয়টি খতিয়ে দেখা হচ্ছে এবং শিগগিরই প্রয়োজনীয় পদক্ষেপ নেওয়া হবে। এলাকাবাসী জানান, দীর্ঘদিন ধরে এই সমস্যা চলে আসছে কিন্তু কোনো স্থায়ী সমাধান হয়নি। bbox=[544, 110, 648, 153]
article-body: সংবাদে প্রকাশিত তথ্য অনুযায়ী বিভিন্ন এলাকায় সাধারণ মানুষের দুর্ভোগ চরমে পৌঁছেছে। কর্তৃপক্ষের উদাসীনতার কারণে সমস্যার সমাধান হচ্ছে না বলে অভিযোগ করেছেন স্থানীয়রা। তারা দ্রুত ব্যবস্থা গ্রহণের দাবি জানিয়েছেন। সংশ্লিষ্ট কর্মকর্তারা বলছেন, বিষয়টি খতিয়ে দেখা হচ্ছে এবং শিগগিরই প্রয়োজনীয় পদক্ষেপ নেওয়া হবে। এলাকাবাসী জানান, দীর্ঘদিন ধরে এই সমস্যা চলে আসছে কিন্তু কোনো স্থায়ী সমাধান হয়নি। bbox=[544, 703, 648, 745]
article-block-20 bbox=[544, 694, 648, 832]
article-body: সংবাদে প্রকাশিত তথ্য অনুযায়ী বিভিন্ন এলাকায় সাধারণ মানুষের দুর্ভোগ চরমে পৌঁছেছে। কর্তৃপক্ষের উদাসীনতার কারণে সমস্যার সমাধান হচ্ছে না বলে অভিযোগ করেছেন স্থানীয়রা। তারা দ্রুত ব্যবস্থা গ্রহণের দাবি জানিয়েছেন। সংশ্লিষ্ট কর্মকর্তারা বলছেন, বিষয়টি খতিয়ে দেখা হচ্ছে এবং শিগগিরই প্রয়োজনীয় পদক্ষেপ নেওয়া হবে। এলাকাবাসী জানান, দীর্ঘদিন ধরে এই সমস্যা চলে আসছে কিন্তু কোনো স্থায়ী সমাধান হয়নি। bbox=[124, 692, 314, 713]
article-body: সংবাদে প্রকাশিত তথ্য অনুযায়ী বিভিন্ন এলাকায় সাধারণ মানুষের দুর্ভোগ চরমে পৌঁছেছে। কর্তৃপক্ষের উদাসীনতার কারণে সমস্যার সমাধান হচ্ছে না বলে অভিযোগ করেছেন স্থানীয়রা। তারা দ্রুত ব্যবস্থা গ্রহণের দাবি জানিয়েছেন। সংশ্লিষ্ট কর্মকর্তারা বলছেন, বিষয়টি খতিয়ে দেখা হচ্ছে এবং শিগগিরই প্রয়োজনীয় পদক্ষেপ নেওয়া হবে। এলাকাবাসী জানান, দীর্ঘদিন ধরে এই সমস্যা চলে আসছে কিন্তু কোনো স্থায়ী সমাধান হয়নি। bbox=[124, 712, 314, 734]
page-number-badge: ২ bbox=[102, 4, 126, 28]
sale-item: প্লট বিক্রয় : পূর্বাচলে ৫ কাঠা প্লট। ০১৯১২০০০০০০ bbox=[63, 181, 121, 196]
article-body: সংবাদে প্রকাশিত তথ্য অনুযায়ী বিভিন্ন এলাকায় সাধারণ মানুষের দুর্ভোগ চরমে পৌঁছেছে। কর্তৃপক্ষের উদাসীনতার কারণে সমস্যার সমাধান হচ্ছে না বলে অভিযোগ করেছেন স্থানীয়রা। তারা দ্রুত ব্যবস্থা গ্রহণের দাবি জানিয়েছেন। সংশ্লিষ্ট কর্মকর্তারা বলছেন, বিষয়টি খতিয়ে দেখা হচ্ছে এবং শিগগিরই প্রয়োজনীয় পদক্ষেপ নেওয়া হবে। এলাকাবাসী জানান, দীর্ঘদিন ধরে এই সমস্যা চলে আসছে কিন্তু কোনো স্থায়ী সমাধান হয়নি। bbox=[318, 47, 402, 94]
article-body: সংবাদে প্রকাশিত তথ্য অনুযায়ী বিভিন্ন এলাকায় সাধারণ মানুষের দুর্ভোগ চরমে পৌঁছেছে। কর্তৃপক্ষের উদাসীনতার কারণে সমস্যার সমাধান হচ্ছে না বলে অভিযোগ করেছেন স্থানীয়রা। তারা দ্রুত ব্যবস্থা গ্রহণের দাবি জানিয়েছেন। সংশ্লিষ্ট কর্মকর্তারা বলছেন, বিষয়টি খতিয়ে দেখা হচ্ছে এবং শিগগিরই প্রয়োজনীয় পদক্ষেপ নেওয়া হবে। এলাকাবাসী জানান, দীর্ঘদিন ধরে এই সমস্যা চলে আসছে কিন্তু কোনো স্থায়ী সমাধান হয়নি। bbox=[544, 69, 648, 111]
article-body: সংবাদে প্রকাশিত তথ্য অনুযায়ী বিভিন্ন এলাকায় সাধারণ মানুষের দুর্ভোগ চরমে পৌঁছেছে। কর্তৃপক্ষের উদাসীনতার কারণে সমস্যার সমাধান হচ্ছে না বলে অভিযোগ করেছেন স্থানীয়রা। তারা দ্রুত ব্যবস্থা গ্রহণের দাবি জানিয়েছেন। সংশ্লিষ্ট কর্মকর্তারা বলছেন, বিষয়টি খতিয়ে দেখা হচ্ছে এবং শিগগিরই প্রয়োজনীয় পদক্ষেপ নেওয়া হবে। এলাকাবাসী জানান, দীর্ঘদিন ধরে এই সমস্যা চলে আসছে কিন্তু কোনো স্থায়ী সমাধান হয়নি। bbox=[318, 140, 402, 188]
article-body: সংবাদে প্রকাশিত তথ্য অনুযায়ী বিভিন্ন এলাকায় সাধারণ মানুষের দুর্ভোগ চরমে পৌঁছেছে। কর্তৃপক্ষের উদাসীনতার কারণে সমস্যার সমাধান হচ্ছে না বলে অভিযোগ করেছেন স্থানীয়রা। তারা দ্রুত ব্যবস্থা গ্রহণের দাবি জানিয়েছেন। সংশ্লিষ্ট কর্মকর্তারা বলছেন, বিষয়টি খতিয়ে দেখা হচ্ছে এবং শিগগিরই প্রয়োজনীয় পদক্ষেপ নেওয়া হবে। এলাকাবাসী জানান, দীর্ঘদিন ধরে এই সমস্যা চলে আসছে কিন্তু কোনো স্থায়ী সমাধান হয়নি। bbox=[318, 783, 402, 831]
article-body: সংবাদে প্রকাশিত তথ্য অনুযায়ী বিভিন্ন এলাকায় সাধারণ মানুষের দুর্ভোগ চরমে পৌঁছেছে। কর্তৃপক্ষের উদাসীনতার কারণে সমস্যার সমাধান হচ্ছে না বলে অভিযোগ করেছেন স্থানীয়রা। তারা দ্রুত ব্যবস্থা গ্রহণের দাবি জানিয়েছেন। সংশ্লিষ্ট কর্মকর্তারা বলছেন, বিষয়টি খতিয়ে দেখা হচ্ছে এবং শিগগিরই প্রয়োজনীয় পদক্ষেপ নেওয়া হবে। এলাকাবাসী জানান, দীর্ঘদিন ধরে এই সমস্যা চলে আসছে কিন্তু কোনো স্থায়ী সমাধান হয়নি। bbox=[124, 264, 314, 285]
article-block-7b bbox=[318, 272, 402, 437]
article-block-13 bbox=[406, 296, 540, 401]
article-title: নাগরিক নাথাজ ফলাফি bbox=[181, 682, 257, 691]
article-block-9 bbox=[318, 595, 402, 725]
article-title: প্রত্যাসর লাগিতে bbox=[572, 694, 620, 702]
article-body: সংবাদে প্রকাশিত তথ্য অনুযায়ী বিভিন্ন এলাকায় সাধারণ মানুষের দুর্ভোগ চরমে পৌঁছেছে। কর্তৃপক্ষের উদাসীনতার কারণে সমস্যার সমাধান হচ্ছে না বলে অভিযোগ করেছেন স্থানীয়রা। তারা দ্রুত ব্যবস্থা গ্রহণের দাবি জানিয়েছেন। সংশ্লিষ্ট কর্মকর্তারা বলছেন, বিষয়টি খতিয়ে দেখা হচ্ছে এবং শিগগিরই প্রয়োজনীয় পদক্ষেপ নেওয়া হবে। এলাকাবাসী জানান, দীর্ঘদিন ধরে এই সমস্যা চলে আসছে কিন্তু কোনো স্থায়ী সমাধান হয়নি। bbox=[544, 621, 648, 663]
article-block-5 bbox=[124, 682, 314, 832]
article-title: নতুন রেকর্ড ডেঙ্গুতে bbox=[564, 470, 628, 478]
article-title: কন্ঠ না পেয়ে bbox=[342, 728, 378, 736]
article-title: প্রকৃতপ বাতিলের bbox=[191, 566, 247, 575]
article-body: সংবাদে প্রকাশিত তথ্য অনুযায়ী বিভিন্ন এলাকায় সাধারণ মানুষের দুর্ভোগ চরমে পৌঁছেছে। কর্তৃপক্ষের উদাসীনতার কারণে সমস্যার সমাধান হচ্ছে না বলে অভিযোগ করেছেন স্থানীয়রা। তারা দ্রুত ব্যবস্থা গ্রহণের দাবি জানিয়েছেন। সংশ্লিষ্ট কর্মকর্তারা বলছেন, বিষয়টি খতিয়ে দেখা হচ্ছে এবং শিগগিরই প্রয়োজনীয় পদক্ষেপ নেওয়া হবে। এলাকাবাসী জানান, দীর্ঘদিন ধরে এই সমস্যা চলে আসছে কিন্তু কোনো স্থায়ী সমাধান হয়নি। bbox=[124, 460, 314, 482]
sale-item: ফ্ল্যাট বিক্রয় : উত্তরায় ১২০০ স্কয়ারফুট ফ্ল্যাট। ০১৭১২০০০০০০ bbox=[3, 301, 61, 316]
article-body: সংবাদে প্রকাশিত তথ্য অনুযায়ী বিভিন্ন এলাকায় সাধারণ মানুষের দুর্ভোগ চরমে পৌঁছেছে। কর্তৃপক্ষের উদাসীনতার কারণে সমস্যার সমাধান হচ্ছে না বলে অভিযোগ করেছেন স্থানীয়রা। তারা দ্রুত ব্যবস্থা গ্রহণের দাবি জানিয়েছেন। সংশ্লিষ্ট কর্মকর্তারা বলছেন, বিষয়টি খতিয়ে দেখা হচ্ছে এবং শিগগিরই প্রয়োজনীয় পদক্ষেপ নেওয়া হবে। এলাকাবাসী জানান, দীর্ঘদিন ধরে এই সমস্যা চলে আসছে কিন্তু কোনো স্থায়ী সমাধান হয়নি। bbox=[318, 365, 402, 413]
classified-item: নিয়োগ বিজ্ঞপ্তি : প্রতিষ্ঠানের জন্য লোক আবশ্যক। যোগাযোগ ০১৭১১০০০০০০ bbox=[3, 55, 61, 75]
classified-filler: সংবাদে প্রকাশিত তথ্য অনুযায়ী বিভিন্ন এলাকায় সাধারণ মানুষের দুর্ভোগ চরমে পৌঁছেছে। কর্তৃপক্ষের উদাসীনতার কারণে সমস্যার সমাধান হচ্ছে না বলে অভিযোগ করেছেন স্থানীয়রা। তারা দ্রুত ব্যবস্থা গ্রহণের দাবি জানিয়েছেন। সংশ্লিষ্ট কর্মকর্তারা বলছেন, বিষয়টি খতিয়ে দেখা হচ্ছে এবং শিগগিরই প্রয়োজনীয় পদক্ষেপ নেওয়া হবে। এলাকাবাসী জানান, দীর্ঘদিন ধরে এই সমস্যা চলে আসছে কিন্তু কোনো স্থায়ী সমাধান হয়নি। bbox=[3, 125, 61, 205]
article-block-10 bbox=[318, 728, 402, 832]
article-body: সংবাদে প্রকাশিত তথ্য অনুযায়ী বিভিন্ন এলাকায় সাধারণ মানুষের দুর্ভোগ চরমে পৌঁছেছে। কর্তৃপক্ষের উদাসীনতার কারণে সমস্যার সমাধান হচ্ছে না বলে অভিযোগ করেছেন স্থানীয়রা। তারা দ্রুত ব্যবস্থা গ্রহণের দাবি জানিয়েছেন। সংশ্লিষ্ট কর্মকর্তারা বলছেন, বিষয়টি খতিয়ে দেখা হচ্ছে এবং শিগগিরই প্রয়োজনীয় পদক্ষেপ নেওয়া হবে। এলাকাবাসী জানান, দীর্ঘদিন ধরে এই সমস্যা চলে আসছে কিন্তু কোনো স্থায়ী সমাধান হয়নি। bbox=[124, 111, 314, 133]
article-body: সংবাদে প্রকাশিত তথ্য অনুযায়ী বিভিন্ন এলাকায় সাধারণ মানুষের দুর্ভোগ চরমে পৌঁছেছে। কর্তৃপক্ষের উদাসীনতার কারণে সমস্যার সমাধান হচ্ছে না বলে অভিযোগ করেছেন স্থানীয়রা। তারা দ্রুত ব্যবস্থা গ্রহণের দাবি জানিয়েছেন। সংশ্লিষ্ট কর্মকর্তারা বলছেন, বিষয়টি খতিয়ে দেখা হচ্ছে এবং শিগগিরই প্রয়োজনীয় পদক্ষেপ নেওয়া হবে। এলাকাবাসী জানান, দীর্ঘদিন ধরে এই সমস্যা চলে আসছে কিন্তু কোনো স্থায়ী সমাধান হয়নি। bbox=[124, 898, 254, 930]
article-body: সংবাদে প্রকাশিত তথ্য অনুযায়ী বিভিন্ন এলাকায় সাধারণ মানুষের দুর্ভোগ চরমে পৌঁছেছে। কর্তৃপক্ষের উদাসীনতার কারণে সমস্যার সমাধান হচ্ছে না বলে অভিযোগ করেছেন স্থানীয়রা। তারা দ্রুত ব্যবস্থা গ্রহণের দাবি জানিয়েছেন। সংশ্লিষ্ট কর্মকর্তারা বলছেন, বিষয়টি খতিয়ে দেখা হচ্ছে এবং শিগগিরই প্রয়োজনীয় পদক্ষেপ নেওয়া হবে। এলাকাবাসী জানান, দীর্ঘদিন ধরে এই সমস্যা চলে আসছে কিন্তু কোনো স্থায়ী সমাধান হয়নি। bbox=[406, 173, 540, 205]
article-title: চট্টগ্রাম বিপুর bbox=[577, 612, 615, 620]
signer-title: সিনিয়র নির্বাহী প্রকৌশলী bbox=[585, 952, 635, 958]
article-block-1 bbox=[124, 38, 314, 248]
article-block-12 bbox=[406, 132, 540, 292]
article-body: সংবাদে প্রকাশিত তথ্য অনুযায়ী বিভিন্ন এলাকায় সাধারণ মানুষের দুর্ভোগ চরমে পৌঁছেছে। কর্তৃপক্ষের উদাসীনতার কারণে সমস্যার সমাধান হচ্ছে না বলে অভিযোগ করেছেন স্থানীয়রা। তারা দ্রুত ব্যবস্থা গ্রহণের দাবি জানিয়েছেন। সংশ্লিষ্ট কর্মকর্তারা বলছেন, বিষয়টি খতিয়ে দেখা হচ্ছে এবং শিগগিরই প্রয়োজনীয় পদক্ষেপ নেওয়া হবে। এলাকাবাসী জানান, দীর্ঘদিন ধরে এই সমস্যা চলে আসছে কিন্তু কোনো স্থায়ী সমাধান হয়নি। bbox=[406, 507, 540, 539]
article-block-17 bbox=[544, 374, 648, 466]
article-block-2 bbox=[124, 254, 314, 424]
article-title: সুষ্ঠু ব্যবস্থাপনার অভাবেই bbox=[174, 38, 264, 48]
article-body: সংবাদে প্রকাশিত তথ্য অনুযায়ী বিভিন্ন এলাকায় সাধারণ মানুষের দুর্ভোগ চরমে পৌঁছেছে। কর্তৃপক্ষের উদাসীনতার কারণে সমস্যার সমাধান হচ্ছে না বলে অভিযোগ করেছেন স্থানীয়রা। তারা দ্রুত ব্যবস্থা গ্রহণের দাবি জানিয়েছেন। সংশ্লিষ্ট কর্মকর্তারা বলছেন, বিষয়টি খতিয়ে দেখা হচ্ছে এবং শিগগিরই প্রয়োজনীয় পদক্ষেপ নেওয়া হবে। এলাকাবাসী জানান, দীর্ঘদিন ধরে এই সমস্যা চলে আসছে কিন্তু কোনো স্থায়ী সমাধান হয়নি। bbox=[124, 49, 314, 70]
article-body: সংবাদে প্রকাশিত তথ্য অনুযায়ী বিভিন্ন এলাকায় সাধারণ মানুষের দুর্ভোগ চরমে পৌঁছেছে। কর্তৃপক্ষের উদাসীনতার কারণে সমস্যার সমাধান হচ্ছে না বলে অভিযোগ করেছেন স্থানীয়রা। তারা দ্রুত ব্যবস্থা গ্রহণের দাবি জানিয়েছেন। সংশ্লিষ্ট কর্মকর্তারা বলছেন, বিষয়টি খতিয়ে দেখা হচ্ছে এবং শিগগিরই প্রয়োজনীয় পদক্ষেপ নেওয়া হবে। এলাকাবাসী জানান, দীর্ঘদিন ধরে এই সমস্যা চলে আসছে কিন্তু কোনো স্থায়ী সমাধান হয়নি। bbox=[318, 650, 402, 698]
article-title: সংকেত কাজ bbox=[198, 430, 240, 439]
article-title: নগ্নীর গাড়িচালকের bbox=[333, 38, 387, 46]
article-block-11 bbox=[406, 38, 540, 130]
article-body: সংবাদে প্রকাশিত তথ্য অনুযায়ী বিভিন্ন এলাকায় সাধারণ মানুষের দুর্ভোগ চরমে পৌঁছেছে। কর্তৃপক্ষের উদাসীনতার কারণে সমস্যার সমাধান হচ্ছে না বলে অভিযোগ করেছেন স্থানীয়রা। তারা দ্রুত ব্যবস্থা গ্রহণের দাবি জানিয়েছেন। সংশ্লিষ্ট কর্মকর্তারা বলছেন, বিষয়টি খতিয়ে দেখা হচ্ছে এবং শিগগিরই প্রয়োজনীয় পদক্ষেপ নেওয়া হবে। এলাকাবাসী জানান, দীর্ঘদিন ধরে এই সমস্যা চলে আসছে কিন্তু কোনো স্থায়ী সমাধান হয়নি। bbox=[406, 306, 540, 338]
classified-filler: সংবাদে প্রকাশিত তথ্য অনুযায়ী বিভিন্ন এলাকায় সাধারণ মানুষের দুর্ভোগ চরমে পৌঁছেছে। কর্তৃপক্ষের উদাসীনতার কারণে সমস্যার সমাধান হচ্ছে না বলে অভিযোগ করেছেন স্থানীয়রা। তারা দ্রুত ব্যবস্থা গ্রহণের দাবি জানিয়েছেন। সংশ্লিষ্ট কর্মকর্তারা বলছেন, বিষয়টি খতিয়ে দেখা হচ্ছে এবং শিগগিরই প্রয়োজনীয় পদক্ষেপ নেওয়া হবে। এলাকাবাসী জানান, দীর্ঘদিন ধরে এই সমস্যা চলে আসছে কিন্তু কোনো স্থায়ী সমাধান হয়নি। bbox=[3, 205, 61, 285]
article-body: সংবাদে প্রকাশিত তথ্য অনুযায়ী বিভিন্ন এলাকায় সাধারণ মানুষের দুর্ভোগ চরমে পৌঁছেছে। কর্তৃপক্ষের উদাসীনতার কারণে সমস্যার সমাধান হচ্ছে না বলে অভিযোগ করেছেন স্থানীয়রা। তারা দ্রুত ব্যবস্থা গ্রহণের দাবি জানিয়েছেন। সংশ্লিষ্ট কর্মকর্তারা বলছেন, বিষয়টি খতিয়ে দেখা হচ্ছে এবং শিগগিরই প্রয়োজনীয় পদক্ষেপ নেওয়া হবে। এলাকাবাসী জানান, দীর্ঘদিন ধরে এই সমস্যা চলে আসছে কিন্তু কোনো স্থায়ী সমাধান হয়নি। bbox=[406, 570, 540, 602]
article-title: অস্থিরতায় ভাগ্য খুলেন bbox=[436, 404, 510, 413]
article-block-7 bbox=[318, 38, 402, 258]
article-title: দেশি প্রযুক্তিতে bbox=[449, 296, 497, 305]
article-body: সংবাদে প্রকাশিত তথ্য অনুযায়ী বিভিন্ন এলাকায় সাধারণ মানুষের দুর্ভোগ চরমে পৌঁছেছে। কর্তৃপক্ষের উদাসীনতার কারণে সমস্যার সমাধান হচ্ছে না বলে অভিযোগ করেছেন স্থানীয়রা। তারা দ্রুত ব্যবস্থা গ্রহণের দাবি জানিয়েছেন। সংশ্লিষ্ট কর্মকর্তারা বলছেন, বিষয়টি খতিয়ে দেখা হচ্ছে এবং শিগগিরই প্রয়োজনীয় পদক্ষেপ নেওয়া হবে। এলাকাবাসী জানান, দীর্ঘদিন ধরে এই সমস্যা চলে আসছে কিন্তু কোনো স্থায়ী সমাধান হয়নি। bbox=[544, 744, 648, 787]
